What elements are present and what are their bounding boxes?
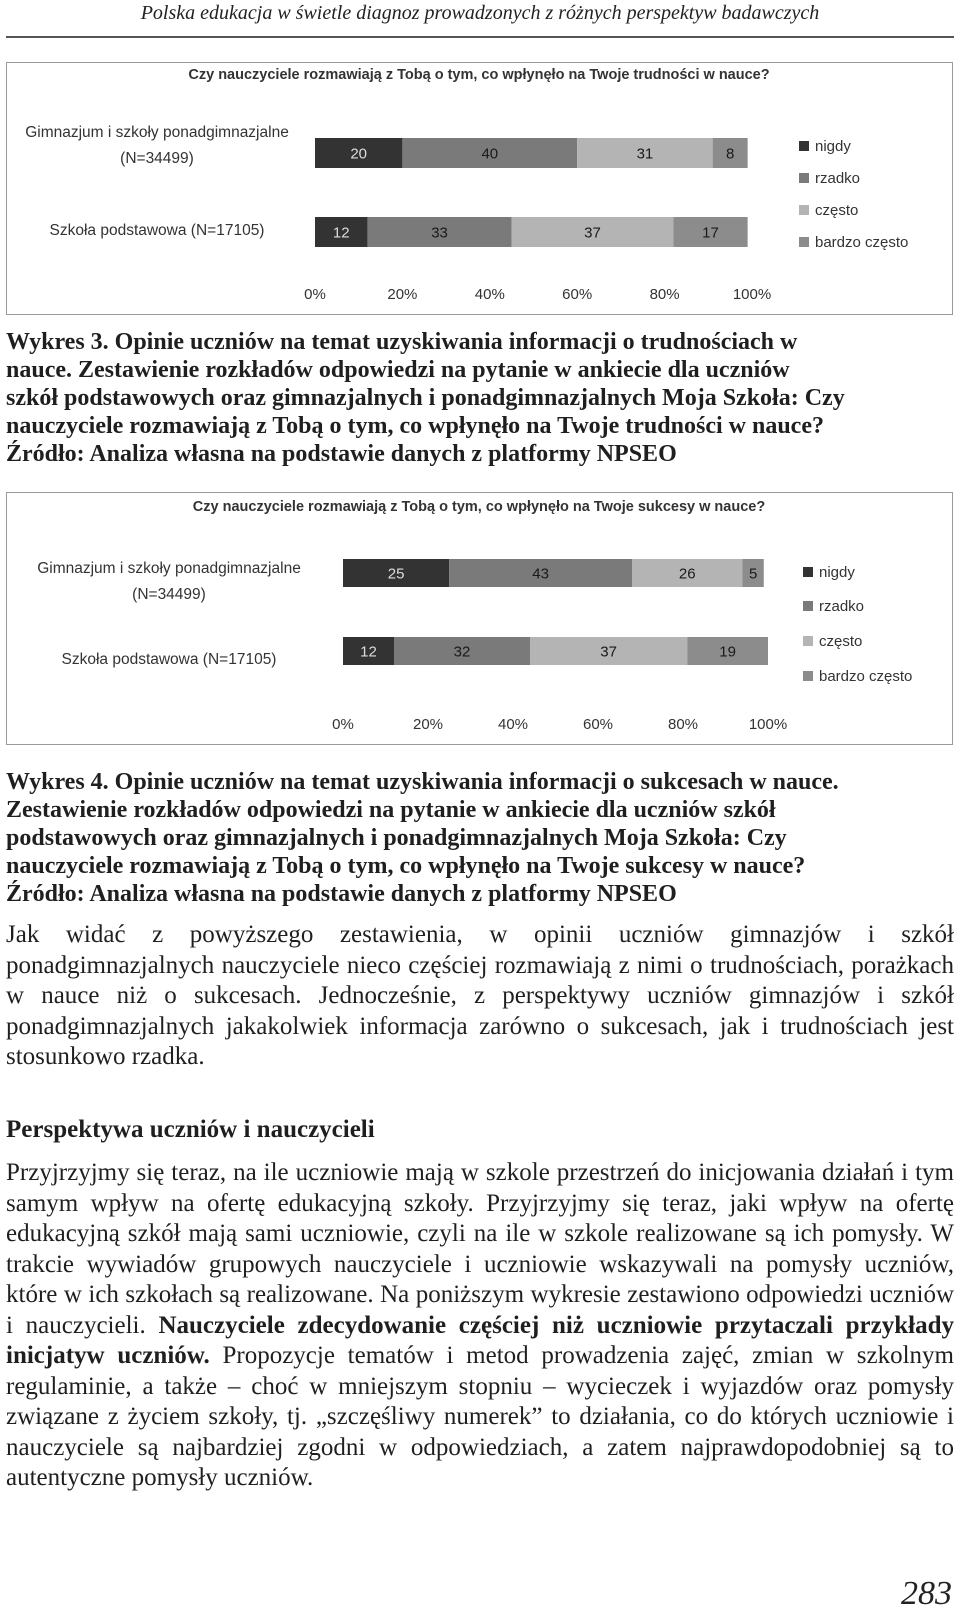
tick-label: 0%: [304, 286, 326, 303]
tick-label: 100%: [732, 286, 772, 303]
data-label: 26: [678, 565, 696, 583]
paragraph-2: [6, 1158, 954, 1494]
legend-entry: bardzo często: [815, 234, 909, 251]
caption-line: podstawowych oraz gimnazjalnych i ponadgimnazjalnych Moja Szkoła: Czy: [6, 825, 787, 851]
legend-entry: często: [815, 202, 859, 219]
chart-trudnosci-svg: [7, 63, 952, 314]
legend-entry: rzadko: [819, 598, 865, 615]
legend-entry: często: [819, 633, 863, 650]
running-header: Polska edukacja w świetle diagnoz prowadzonych z różnych perspektyw badawczych: [140, 2, 820, 24]
page-number: 283: [901, 1575, 952, 1612]
tick-label: 60%: [582, 716, 614, 733]
tick-label: 0%: [332, 716, 354, 733]
data-label: 40: [481, 145, 499, 163]
data-label: 12: [332, 224, 350, 242]
tick-label: 20%: [412, 716, 444, 733]
caption-line: nauczyciele rozmawiają z Tobą o tym, co wpłynęło na Twoje sukcesy w nauce?: [6, 853, 806, 879]
caption-line: Wykres 4. Opinie uczniów na temat uzyskiwania informacji o sukcesach w nauce.: [6, 769, 839, 795]
chart-sukcesy: [6, 492, 953, 745]
data-label: 43: [532, 565, 549, 583]
data-label: 25: [387, 565, 405, 583]
data-label: 20: [350, 145, 368, 163]
caption-line: nauce. Zestawienie rozkładów odpowiedzi na pytanie w ankiecie dla uczniów: [6, 357, 790, 383]
tick-label: 40%: [497, 716, 529, 733]
chart-trudnosci: [6, 62, 953, 315]
legend-swatch: [799, 173, 809, 183]
legend-swatch: [803, 567, 813, 577]
tick-label: 60%: [562, 286, 593, 303]
legend-entry: rzadko: [815, 170, 861, 187]
paragraph-2-text-a: Przyjrzyjmy się teraz, na ile uczniowie mają w szkole przestrzeń do inicjowania działań i tym samym wpływ na ofertę edukacyjną szkoły. Przyjrzyjmy się teraz, jaki wpływ na ofertę edukacyjną szkół mają sami uczniowie, czyli na ile w szkole realizowane są ich pomysły. W trakcie wywiadów grupowych nauczyciele i uczniowie wskazywali na pomysły uczniów, które w ich szkołach są realizowane. Na poniższym wykresie zestawiono odpowiedzi uczniów i nauczycieli.: [6, 1159, 954, 1339]
chart-caption-3: [6, 328, 954, 468]
caption-line: Wykres 3. Opinie uczniów na temat uzyskiwania informacji o trudnościach w: [6, 329, 798, 355]
legend-swatch: [803, 671, 813, 681]
data-label: 37: [584, 224, 601, 242]
caption-line: Źródło: Analiza własna na podstawie danych z platformy NPSEO: [6, 881, 677, 907]
caption-line: nauczyciele rozmawiają z Tobą o tym, co wpłynęło na Twoje trudności w nauce?: [6, 413, 824, 439]
caption-line: Zestawienie rozkładów odpowiedzi na pytanie w ankiecie dla uczniów szkół: [6, 797, 776, 823]
caption-line: szkół podstawowych oraz gimnazjalnych i ponadgimnazjalnych Moja Szkoła: Czy: [6, 385, 845, 411]
tick-label: 20%: [387, 286, 418, 303]
data-label: 17: [702, 224, 719, 242]
data-label: 31: [636, 145, 654, 163]
chart-sukcesy-svg: [7, 493, 952, 744]
category-label: Szkoła podstawowa (N=17105): [49, 222, 265, 239]
category-label: Szkoła podstawowa (N=17105): [61, 651, 277, 668]
legend-entry: bardzo często: [819, 668, 913, 685]
category-label: (N=34499): [132, 586, 206, 603]
data-label: 19: [719, 643, 736, 661]
tick-label: 40%: [474, 286, 505, 303]
category-label: (N=34499): [120, 150, 194, 167]
legend-entry: nigdy: [819, 564, 855, 581]
legend-swatch: [799, 141, 809, 151]
data-label: 8: [725, 145, 735, 163]
paragraph-1: Jak widać z powyższego zestawienia, w opinii uczniów gimnazjów i szkół ponadgimnazjalnych nauczyciele nieco częściej rozmawiają z nimi o trudnościach, porażkach w nauce niż o sukcesach. Jednocześnie, z perspektywy uczniów gimnazjów i szkół ponadgimnazjalnych jakakolwiek informacja zarówno o sukcesach, jak i trudnościach jest stosunkowo rzadka.: [6, 921, 954, 1070]
data-label: 37: [600, 643, 617, 661]
category-label: Gimnazjum i szkoły ponadgimnazjalne: [25, 124, 289, 141]
chart-title: Czy nauczyciele rozmawiają z Tobą o tym, co wpłynęło na Twoje sukcesy w nauce?: [192, 499, 766, 515]
data-label: 5: [748, 565, 758, 583]
data-label: 33: [431, 224, 448, 242]
legend-swatch: [799, 205, 809, 215]
data-label: 32: [453, 643, 471, 661]
paragraph-2-text-b: Propozycje tematów i metod prowadzenia zajęć, zmian w szkolnym regulaminie, a także – choć w mniejszym stopniu – wycieczek i wyjazdów oraz pomysły związane z życiem szkoły, tj. „szczęśliwy numerek” to działania, co do których uczniowie i nauczyciele są najbardziej zgodni w odpowiedziach, a zatem najprawdopodobniej są to autentyczne pomysły uczniów.: [6, 1342, 955, 1491]
legend-entry: nigdy: [815, 138, 851, 155]
tick-label: 100%: [748, 716, 788, 733]
legend-swatch: [803, 601, 813, 611]
legend-swatch: [803, 636, 813, 646]
legend-swatch: [799, 237, 809, 247]
chart-caption-4: [6, 768, 954, 908]
chart-title: Czy nauczyciele rozmawiają z Tobą o tym, co wpłynęło na Twoje trudności w nauce?: [188, 67, 770, 83]
caption-line: Źródło: Analiza własna na podstawie danych z platformy NPSEO: [6, 441, 677, 467]
category-label: Gimnazjum i szkoły ponadgimnazjalne: [37, 560, 301, 577]
paragraph-2-emphasis: Nauczyciele zdecydowanie częściej niż uczniowie przytaczali przykłady inicjatyw uczniów.: [6, 1311, 954, 1369]
data-label: 12: [360, 643, 377, 661]
tick-label: 80%: [667, 716, 699, 733]
header-rule: [6, 36, 954, 38]
tick-label: 80%: [649, 286, 680, 303]
section-heading: Perspektywa uczniów i nauczycieli: [6, 1116, 375, 1143]
